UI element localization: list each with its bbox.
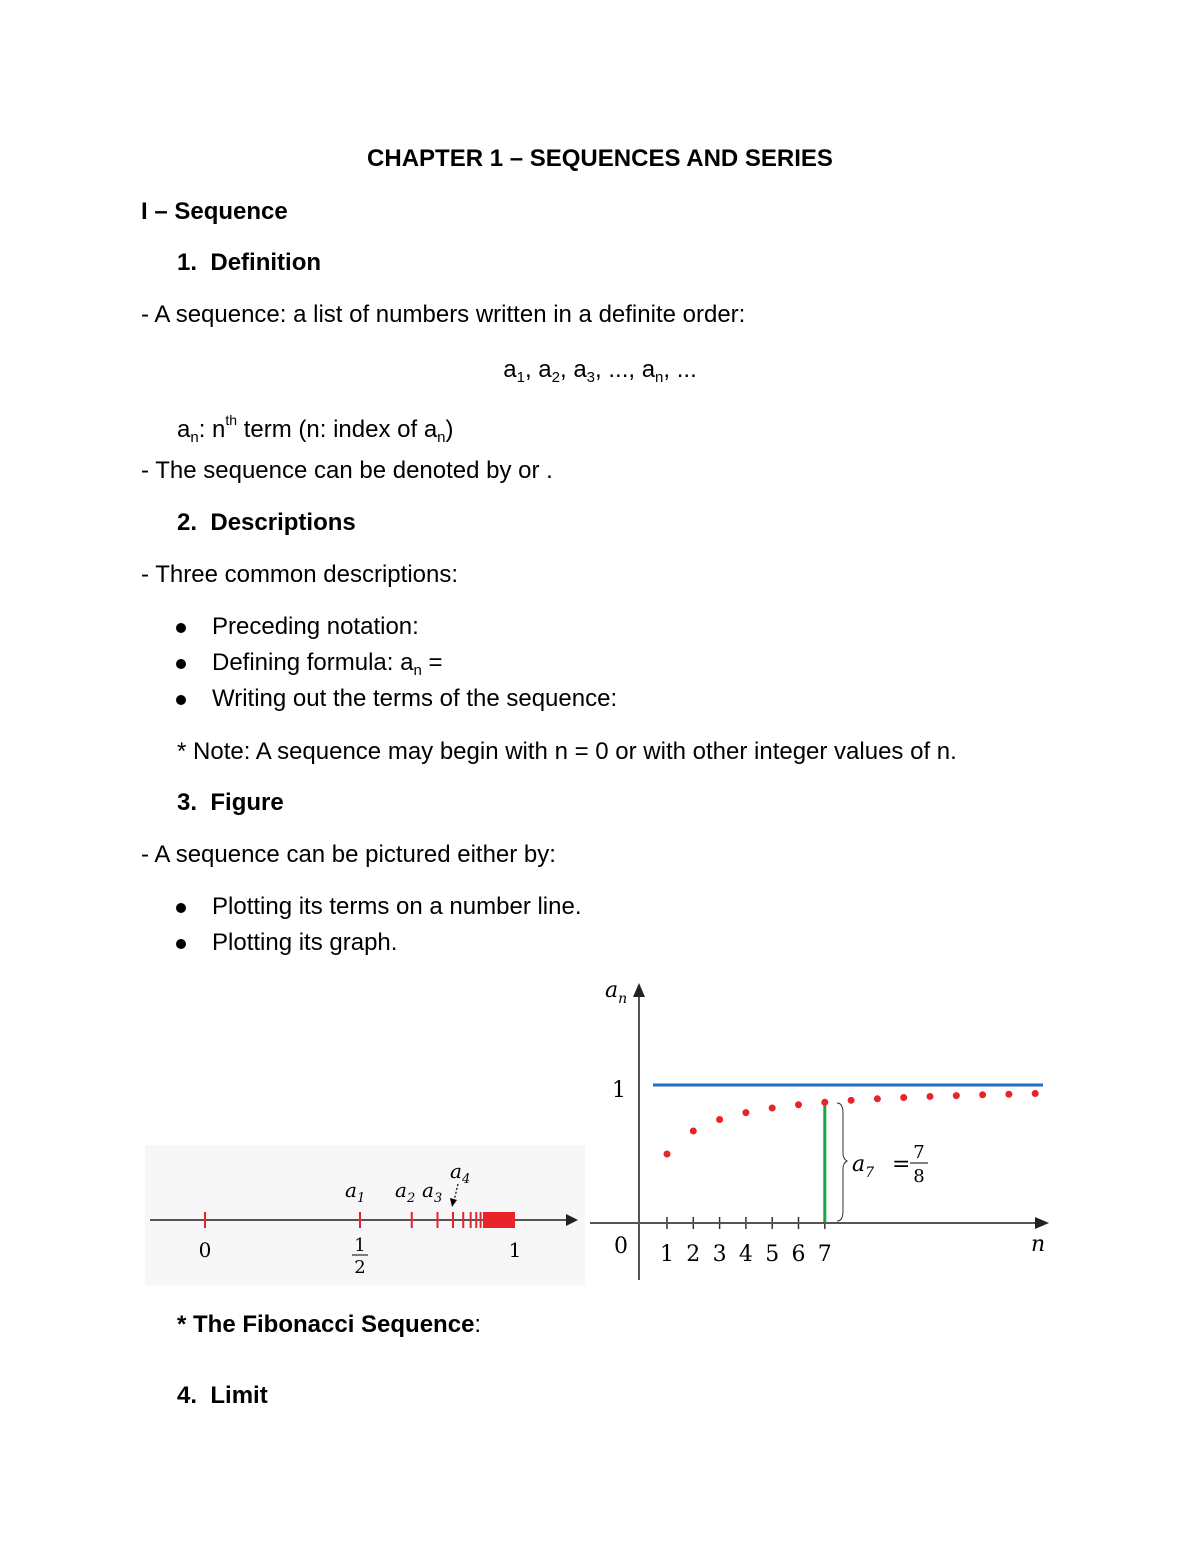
list-item: Preceding notation: (212, 613, 419, 640)
figure-intro: - A sequence can be pictured either by: (141, 841, 556, 868)
x-tick-label-4: 4 (738, 1242, 753, 1267)
nth-sub-2: n (437, 429, 446, 446)
formula-sub: n (413, 662, 422, 679)
fibonacci-colon: : (474, 1311, 482, 1338)
fibonacci-label: * The Fibonacci Sequence (177, 1311, 475, 1338)
nth-close: ) (445, 416, 454, 443)
heading-number: 4. (177, 1382, 198, 1409)
seq-sub-2: 2 (551, 369, 560, 386)
nl-label-half-den: 2 (354, 1257, 366, 1278)
data-point-13 (979, 1091, 986, 1098)
term-label-a2: $a_2$ (395, 1178, 416, 1206)
x-tick-label-2: 2 (686, 1242, 701, 1267)
data-point-2 (690, 1127, 697, 1134)
heading-limit (177, 1381, 268, 1411)
bullet-icon (176, 695, 186, 705)
origin-label: 0 (614, 1234, 628, 1259)
denoted-text: - The sequence can be denoted by or . (141, 457, 553, 484)
heading-definition (177, 248, 321, 278)
section-heading: I – Sequence (141, 198, 288, 225)
seq-a: a (503, 356, 517, 383)
term-tick-cluster (485, 1212, 515, 1228)
nth-colon: : n (198, 416, 226, 443)
seq-sub-n: n (655, 369, 664, 386)
data-point-8 (848, 1097, 855, 1104)
bullet-icon (176, 623, 186, 633)
y-tick-label: 1 (612, 1078, 626, 1103)
annotation-numerator: 7 (913, 1142, 925, 1163)
list-item (212, 648, 442, 686)
arrow-icon (633, 983, 645, 997)
nth-sup: th (225, 412, 238, 428)
x-tick-label-5: 5 (765, 1242, 780, 1267)
list-item: Plotting its graph. (212, 929, 398, 956)
nl-label-one: 1 (508, 1238, 522, 1262)
annotation-a7: $a_7$ (852, 1152, 875, 1181)
number-line-figure (145, 1145, 590, 1290)
data-point-4 (742, 1109, 749, 1116)
bullet-icon (176, 939, 186, 949)
data-point-7 (821, 1099, 828, 1106)
seq-sep-2: , a (559, 356, 587, 383)
heading-descriptions (177, 508, 356, 538)
seq-tail: , ... (663, 356, 697, 383)
data-point-1 (664, 1151, 671, 1158)
heading-text: Limit (210, 1382, 268, 1409)
sequence-notation (0, 355, 1200, 393)
x-tick-label-1: 1 (660, 1242, 674, 1267)
term-label-a3: $a_3$ (422, 1178, 443, 1206)
page-title: CHAPTER 1 – SEQUENCES AND SERIES (367, 145, 833, 172)
seq-sep-1: , a (524, 356, 552, 383)
bullet-icon (176, 903, 186, 913)
heading-figure (177, 788, 284, 818)
term-label-a4: $a_4$ (450, 1159, 471, 1187)
heading-text: Figure (210, 789, 284, 816)
data-point-9 (874, 1095, 881, 1102)
brace-icon (837, 1103, 847, 1221)
heading-text: Descriptions (210, 509, 356, 536)
nth-sub: n (190, 429, 199, 446)
nl-label-zero: 0 (198, 1238, 212, 1262)
x-axis-label: n (1031, 1232, 1046, 1257)
list-item: Writing out the terms of the sequence: (212, 685, 618, 712)
x-tick-label-3: 3 (712, 1242, 727, 1267)
x-tick-label-6: 6 (791, 1242, 806, 1267)
seq-sub-3: 3 (586, 369, 596, 386)
nl-label-half-num: 1 (354, 1235, 366, 1256)
seq-sub-1: 1 (516, 369, 525, 386)
arrow-icon (1035, 1217, 1049, 1229)
y-axis-label: $a_n$ (605, 978, 628, 1007)
nth-term-line (177, 405, 454, 453)
data-point-15 (1032, 1090, 1039, 1097)
data-point-14 (1005, 1091, 1012, 1098)
annotation-denominator: 8 (913, 1166, 925, 1187)
descriptions-intro: - Three common descriptions: (141, 561, 459, 588)
list-item: Plotting its terms on a number line. (212, 893, 582, 920)
data-point-12 (953, 1092, 960, 1099)
heading-number: 2. (177, 509, 198, 536)
data-point-11 (927, 1093, 934, 1100)
bullet-icon (176, 659, 186, 669)
sequence-graph (585, 975, 1055, 1290)
formula-post: = (421, 649, 443, 676)
data-point-10 (900, 1094, 907, 1101)
x-tick-label-7: 7 (817, 1242, 832, 1267)
nth-mid: term (n: index of a (237, 416, 438, 443)
data-point-3 (716, 1116, 723, 1123)
nth-a: a (177, 416, 191, 443)
formula-pre: Defining formula: a (212, 649, 414, 676)
seq-sep-3: , ..., a (595, 356, 656, 383)
annotation-equals: = (892, 1152, 911, 1177)
heading-number: 1. (177, 249, 198, 276)
term-label-a1: $a_1$ (345, 1178, 366, 1206)
fibonacci-heading (177, 1310, 481, 1340)
data-point-6 (795, 1101, 802, 1108)
note-text: * Note: A sequence may begin with n = 0 or with other integer values of n. (177, 738, 957, 765)
data-point-5 (769, 1105, 776, 1112)
heading-text: Definition (210, 249, 322, 276)
definition-text: - A sequence: a list of numbers written in a definite order: (141, 301, 746, 328)
heading-number: 3. (177, 789, 198, 816)
